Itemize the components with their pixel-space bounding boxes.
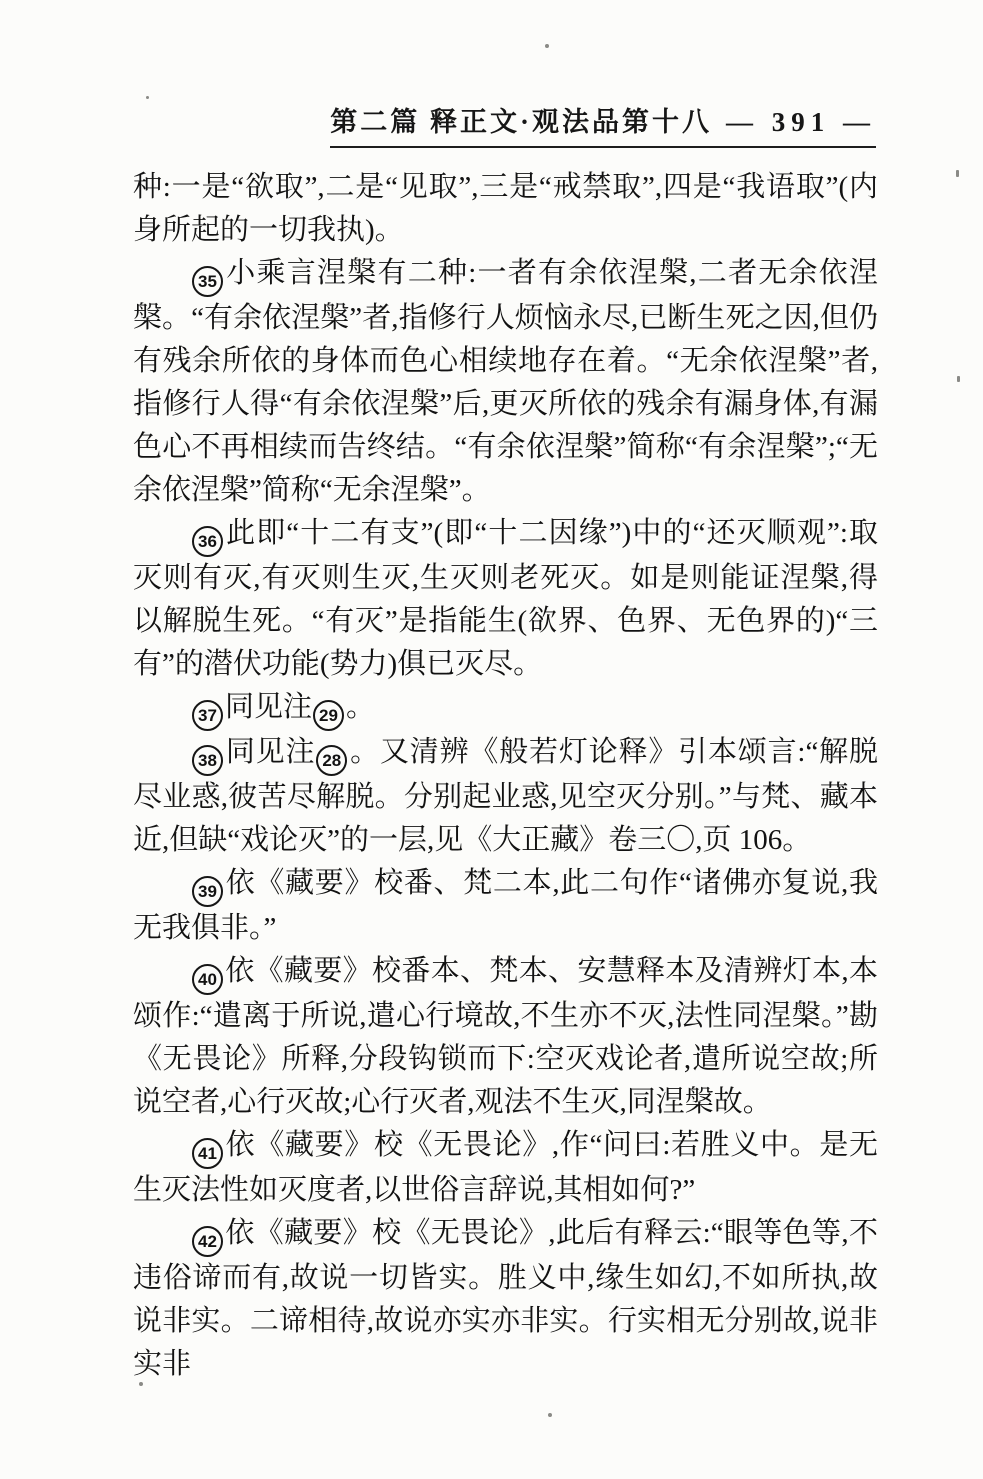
paragraph [133,731,878,862]
header-page-number: — 391 — [726,107,876,137]
paragraph [133,1212,878,1386]
circled-note-number: 39 [192,876,223,907]
scan-speck [146,96,149,99]
circled-note-number: 37 [192,700,223,731]
scan-speck [545,44,549,48]
paragraph [133,252,878,512]
circled-note-number: 36 [192,526,223,557]
circled-note-number: 35 [192,266,223,297]
paragraph-text: 依《藏要》校番本、梵本、安慧释本及清辨灯本,本颂作:“遣离于所说,遣心行境故,不生亦不灭,法性同涅槃。”勘《无畏论》所释,分段钩锁而下:空灭戏论者,遣所说空故;所说空者,心行灭故;心行灭者,观法不生灭,同涅槃故。 [133,955,878,1118]
paragraph [133,950,878,1124]
running-header [330,100,876,148]
circled-note-number: 40 [192,964,223,995]
paragraph-text: 依《藏要》校《无畏论》,作“问曰:若胜义中。是无生灭法性如灭度者,以世俗言辞说,其相如何?” [133,1129,878,1206]
paragraph-text: 依《藏要》校番、梵二本,此二句作“诸佛亦复说,我无我俱非。” [133,867,878,944]
paragraph-text: 小乘言涅槃有二种:一者有余依涅槃,二者无余依涅槃。“有余依涅槃”者,指修行人烦恼永尽,已断生死之因,但仍有残余所依的身体而色心相续地存在着。“无余依涅槃”者,指修行人得“有余依涅槃”后,更灭所依的残余有漏身体,有漏色心不再相续而告终结。“有余依涅槃”简称“有余涅槃”;“无余依涅槃”简称“无余涅槃”。 [133,257,878,506]
circled-note-number: 29 [313,700,344,731]
text-body [133,166,878,1386]
circled-note-number: 41 [192,1138,223,1169]
paragraph-text: 。 [346,691,376,723]
scan-speck [548,1413,552,1417]
header-section-title: 第二篇 释正文·观法品第十八 [330,107,712,137]
paragraph [133,1124,878,1212]
paragraph-text: 种:一是“欲取”,二是“见取”,三是“戒禁取”,四是“我语取”(内身所起的一切我执)。 [133,171,878,246]
paragraph-text: 依《藏要》校《无畏论》,此后有释云:“眼等色等,不违俗谛而有,故说一切皆实。胜义中,缘生如幻,不如所执,故说非实。二谛相待,故说亦实亦非实。行实相无分别故,说非实非 [133,1217,878,1380]
paragraph [133,686,878,731]
paragraph-text: 。又清辨《般若灯论释》引本颂言:“解脱尽业惑,彼苦尽解脱。分别起业惑,见空灭分别。”与梵、藏本近,但缺“戏论灭”的一层,见《大正藏》卷三〇,页 106。 [133,736,878,856]
circled-note-number: 28 [316,745,347,776]
paragraph-text: 此即“十二有支”(即“十二因缘”)中的“还灭顺观”:取灭则有灭,有灭则生灭,生灭则老死灭。如是则能证涅槃,得以解脱生死。“有灭”是指能生(欲界、色界、无色界的)“三有”的潜伏功能(势力)俱已灭尽。 [133,517,878,680]
circled-note-number: 42 [192,1226,223,1257]
paragraph [133,512,878,686]
paragraph-text: 同见注 [225,691,313,723]
paragraph-text: 同见注 [225,736,316,768]
circled-note-number: 38 [192,745,223,776]
paragraph [133,862,878,950]
scan-speck [139,1382,143,1386]
scan-speck [957,376,960,382]
paragraph [133,166,878,252]
scan-speck [956,170,959,177]
